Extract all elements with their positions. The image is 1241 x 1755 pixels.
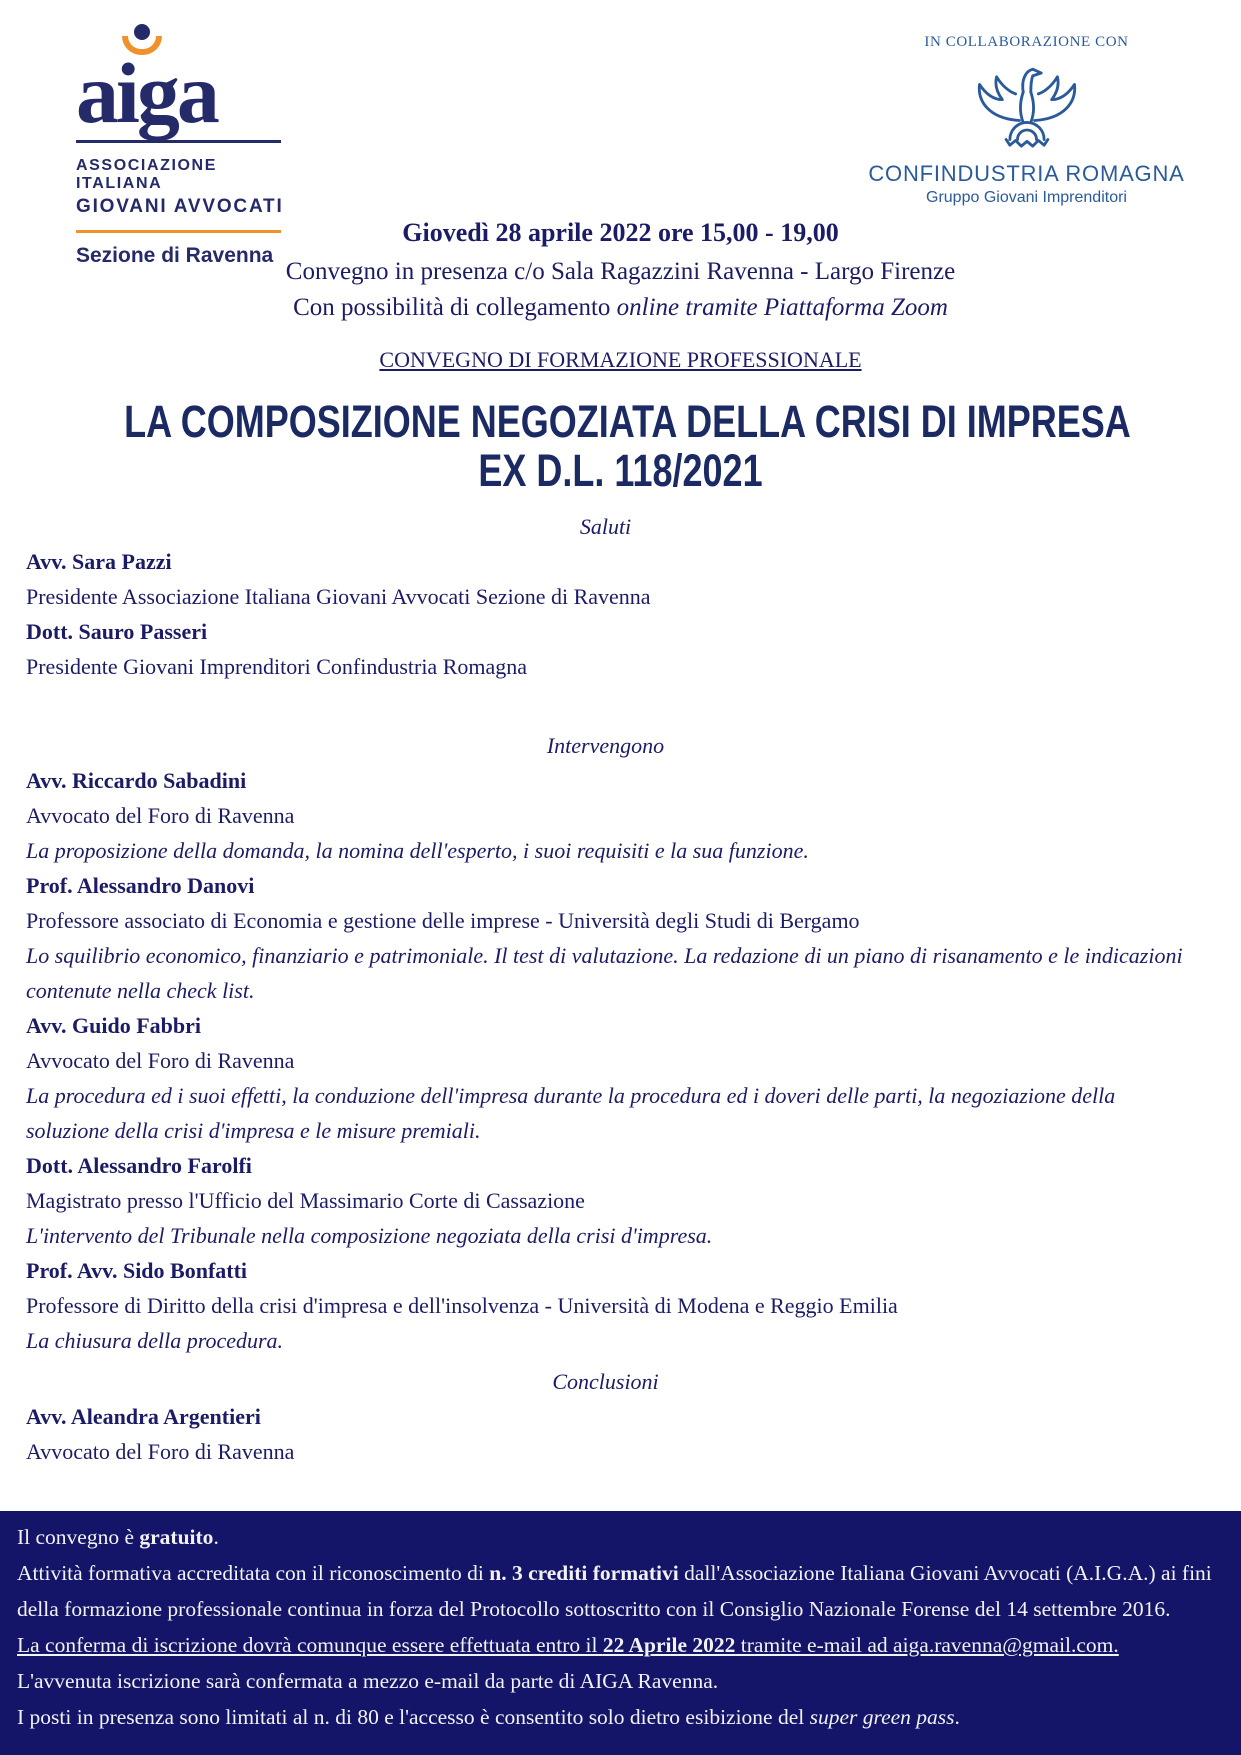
footer-seats-suffix: .	[954, 1705, 960, 1729]
event-online-line	[0, 294, 1241, 322]
footer-free-line	[17, 1519, 1224, 1555]
footer-credits-line	[17, 1555, 1224, 1627]
speaker-role: Avvocato del Foro di Ravenna	[26, 1439, 295, 1464]
event-datetime: Giovedì 28 aprile 2022 ore 15,00 - 19,00	[402, 218, 839, 247]
confindustria-eagle-icon	[854, 63, 1199, 159]
speaker-name: Avv. Aleandra Argentieri	[26, 1404, 261, 1429]
event-location: Convegno in presenza c/o Sala Ragazzini Ravenna - Largo Firenze	[285, 258, 956, 285]
footer-deadline-mid: tramite e-mail ad	[735, 1633, 894, 1657]
event-online-prefix: Con possibilità di collegamento	[293, 294, 617, 321]
footer-credits-bold: n. 3 crediti formativi	[489, 1561, 679, 1585]
speaker-name: Avv. Sara Pazzi	[26, 549, 172, 574]
footer-credits-prefix: Attività formativa accreditata con il riconoscimento di	[17, 1561, 490, 1585]
footer	[0, 1511, 1241, 1755]
speaker-name: Avv. Guido Fabbri	[26, 1013, 202, 1038]
footer-free-bold: gratuito	[139, 1525, 214, 1549]
speaker-role: Presidente Associazione Italiana Giovani Avvocati Sezione di Ravenna	[26, 584, 651, 609]
confindustria-name: CONFINDUSTRIA ROMAGNA	[868, 161, 1185, 186]
speaker-entry	[26, 763, 1185, 868]
aiga-orange-divider	[76, 230, 281, 233]
speaker-role: Magistrato presso l'Ufficio del Massimario Corte di Cassazione	[26, 1188, 585, 1213]
aiga-logo	[76, 24, 291, 268]
section-heading-intervengono: Intervengono	[546, 733, 665, 758]
footer-seats-italic: super green pass	[809, 1705, 955, 1729]
footer-deadline-date: 22 Aprile 2022	[602, 1633, 736, 1657]
speaker-role: Avvocato del Foro di Ravenna	[26, 803, 295, 828]
speaker-topic: L'intervento del Tribunale nella composizione negoziata della crisi d'impresa.	[26, 1223, 713, 1248]
event-title	[0, 397, 1241, 495]
speaker-topic: Lo squilibrio economico, finanziario e patrimoniale. Il test di valutazione. La redazione di un piano di risanamento e le indicazioni contenute nella check list.	[26, 943, 1183, 1003]
event-category: CONVEGNO DI FORMAZIONE PROFESSIONALE	[379, 347, 862, 372]
speaker-name: Prof. Alessandro Danovi	[26, 873, 255, 898]
speaker-entry	[26, 868, 1185, 1008]
aiga-section-label: Sezione di Ravenna	[76, 244, 274, 267]
speaker-entry	[26, 1148, 1185, 1253]
section-heading-conclusioni: Conclusioni	[552, 1369, 659, 1394]
speaker-role: Avvocato del Foro di Ravenna	[26, 1048, 295, 1073]
speaker-role: Professore associato di Economia e gestione delle imprese - Università degli Studi di Bergamo	[26, 908, 860, 933]
footer-deadline-suffix: .	[1113, 1633, 1119, 1657]
collaboration-label: IN COLLABORAZIONE CON	[924, 34, 1129, 50]
aiga-wordmark-text: aiga	[76, 45, 217, 141]
event-online-platform: online tramite Piattaforma Zoom	[616, 294, 948, 321]
section-heading-saluti: Saluti	[579, 514, 632, 539]
speaker-topic: La procedura ed i suoi effetti, la conduzione dell'impresa durante la procedura ed i doveri delle parti, la negoziazione della soluzione della crisi d'impresa e le misure premiali.	[26, 1083, 1116, 1143]
speaker-entry	[26, 1008, 1185, 1148]
footer-seats-line	[17, 1699, 1224, 1735]
email-link[interactable]: aiga.ravenna@gmail.com	[893, 1633, 1114, 1657]
speaker-entry	[26, 544, 1185, 684]
speaker-entry	[26, 1399, 1185, 1469]
confindustria-group: Gruppo Giovani Imprenditori	[926, 189, 1127, 206]
aiga-wordmark	[76, 24, 291, 141]
footer-free-prefix: Il convegno è	[17, 1525, 140, 1549]
aiga-association-line-1: ASSOCIAZIONE ITALIANA	[76, 157, 217, 192]
collaboration-block	[854, 24, 1199, 207]
speaker-role: Professore di Diritto della crisi d'impresa e dell'insolvenza - Università di Modena e Reggio Emilia	[26, 1293, 898, 1318]
event-title-line-1: LA COMPOSIZIONE NEGOZIATA DELLA CRISI DI IMPRESA	[124, 396, 1131, 447]
aiga-association-line-2: GIOVANI AVVOCATI	[76, 196, 284, 217]
footer-seats-prefix: I posti in presenza sono limitati al n. di 80 e l'accesso è consentito solo dietro esibizione del	[17, 1705, 810, 1729]
speaker-name: Dott. Sauro Passeri	[26, 619, 208, 644]
event-title-line-2: EX D.L. 118/2021	[478, 445, 763, 496]
program	[0, 509, 1241, 1469]
speaker-name: Avv. Riccardo Sabadini	[26, 768, 247, 793]
footer-deadline-line	[17, 1627, 1224, 1663]
speaker-topic: La proposizione della domanda, la nomina dell'esperto, i suoi requisiti e la sua funzione.	[26, 838, 809, 863]
footer-credits-suffix: dall'Associazione Italiana Giovani Avvocati (A.I.G.A.) ai fini della formazione professionale continua in forza del Protocollo sottoscritto con il Consiglio Nazionale Forense del 14 settembre 2016.	[17, 1561, 1212, 1621]
speaker-role: Presidente Giovani Imprenditori Confindustria Romagna	[26, 654, 528, 679]
speaker-name: Prof. Avv. Sido Bonfatti	[26, 1258, 248, 1283]
footer-confirmation-line: L'avvenuta iscrizione sarà confermata a mezzo e-mail da parte di AIGA Ravenna.	[17, 1669, 719, 1693]
footer-free-suffix: .	[213, 1525, 219, 1549]
speaker-topic: La chiusura della procedura.	[26, 1328, 284, 1353]
speaker-name: Dott. Alessandro Farolfi	[26, 1153, 252, 1178]
speaker-entry	[26, 1253, 1185, 1358]
footer-deadline-prefix: La conferma di iscrizione dovrà comunque essere effettuata entro il	[17, 1633, 603, 1657]
